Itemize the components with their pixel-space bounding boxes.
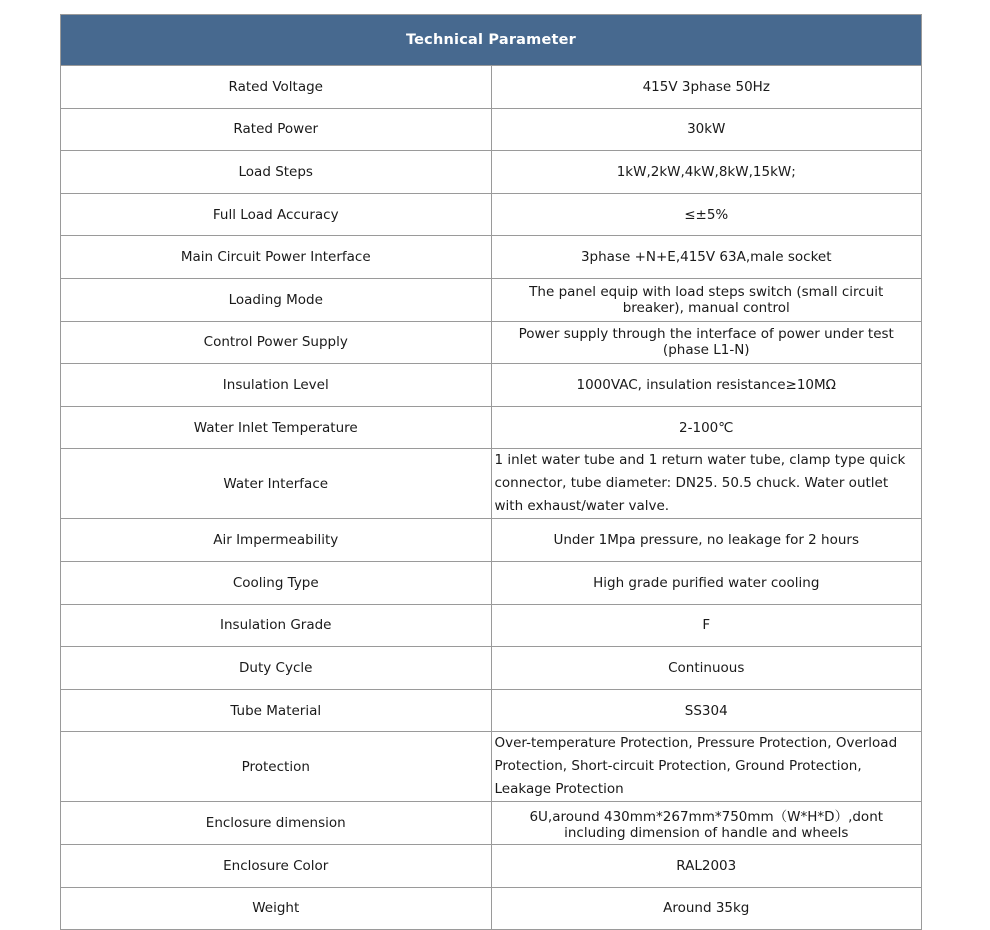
row-value: SS304 xyxy=(491,689,922,732)
row-value: 1 inlet water tube and 1 return water tube, clamp type quick connector, tube diameter: DN25. 50.5 chuck. Water outlet with exhaust/water valve. xyxy=(491,449,922,519)
table-row xyxy=(61,193,922,236)
row-label: Main Circuit Power Interface xyxy=(61,236,492,279)
row-value: 2-100℃ xyxy=(491,406,922,449)
row-value: 415V 3phase 50Hz xyxy=(491,66,922,109)
row-value: ≤±5% xyxy=(491,193,922,236)
table-row xyxy=(61,406,922,449)
table-row xyxy=(61,236,922,279)
row-value: 1kW,2kW,4kW,8kW,15kW; xyxy=(491,151,922,194)
row-value: 6U,around 430mm*267mm*750mm（W*H*D）,dont including dimension of handle and wheels xyxy=(491,802,922,845)
table-row xyxy=(61,732,922,802)
row-label: Weight xyxy=(61,887,492,930)
table-row xyxy=(61,151,922,194)
table-row xyxy=(61,689,922,732)
row-label: Insulation Level xyxy=(61,364,492,407)
table-row xyxy=(61,844,922,887)
row-label: Air Impermeability xyxy=(61,519,492,562)
table-row xyxy=(61,321,922,364)
row-label: Rated Power xyxy=(61,108,492,151)
row-label: Load Steps xyxy=(61,151,492,194)
table-row xyxy=(61,604,922,647)
row-value: F xyxy=(491,604,922,647)
row-label: Protection xyxy=(61,732,492,802)
technical-parameter-table xyxy=(60,14,922,930)
row-label: Insulation Grade xyxy=(61,604,492,647)
row-label: Rated Voltage xyxy=(61,66,492,109)
table-row xyxy=(61,647,922,690)
technical-parameter-table-wrapper xyxy=(60,14,922,930)
row-label: Full Load Accuracy xyxy=(61,193,492,236)
row-value: Power supply through the interface of power under test (phase L1-N) xyxy=(491,321,922,364)
row-value: The panel equip with load steps switch (small circuit breaker), manual control xyxy=(491,278,922,321)
row-label: Water Interface xyxy=(61,449,492,519)
row-label: Enclosure Color xyxy=(61,844,492,887)
row-label: Duty Cycle xyxy=(61,647,492,690)
table-title: Technical Parameter xyxy=(61,15,922,66)
table-row xyxy=(61,66,922,109)
row-value: 3phase +N+E,415V 63A,male socket xyxy=(491,236,922,279)
row-value: Under 1Mpa pressure, no leakage for 2 hours xyxy=(491,519,922,562)
row-value: Around 35kg xyxy=(491,887,922,930)
row-value: Over-temperature Protection, Pressure Protection, Overload Protection, Short-circuit Protection, Ground Protection, Leakage Protection xyxy=(491,732,922,802)
row-value: 1000VAC, insulation resistance≥10MΩ xyxy=(491,364,922,407)
table-row xyxy=(61,561,922,604)
table-row xyxy=(61,364,922,407)
row-value: Continuous xyxy=(491,647,922,690)
row-label: Enclosure dimension xyxy=(61,802,492,845)
table-row xyxy=(61,449,922,519)
table-row xyxy=(61,519,922,562)
row-value: RAL2003 xyxy=(491,844,922,887)
row-value: High grade purified water cooling xyxy=(491,561,922,604)
row-value: 30kW xyxy=(491,108,922,151)
table-row xyxy=(61,108,922,151)
table-row xyxy=(61,802,922,845)
row-label: Loading Mode xyxy=(61,278,492,321)
row-label: Control Power Supply xyxy=(61,321,492,364)
table-row xyxy=(61,278,922,321)
table-row xyxy=(61,887,922,930)
row-label: Tube Material xyxy=(61,689,492,732)
row-label: Cooling Type xyxy=(61,561,492,604)
row-label: Water Inlet Temperature xyxy=(61,406,492,449)
